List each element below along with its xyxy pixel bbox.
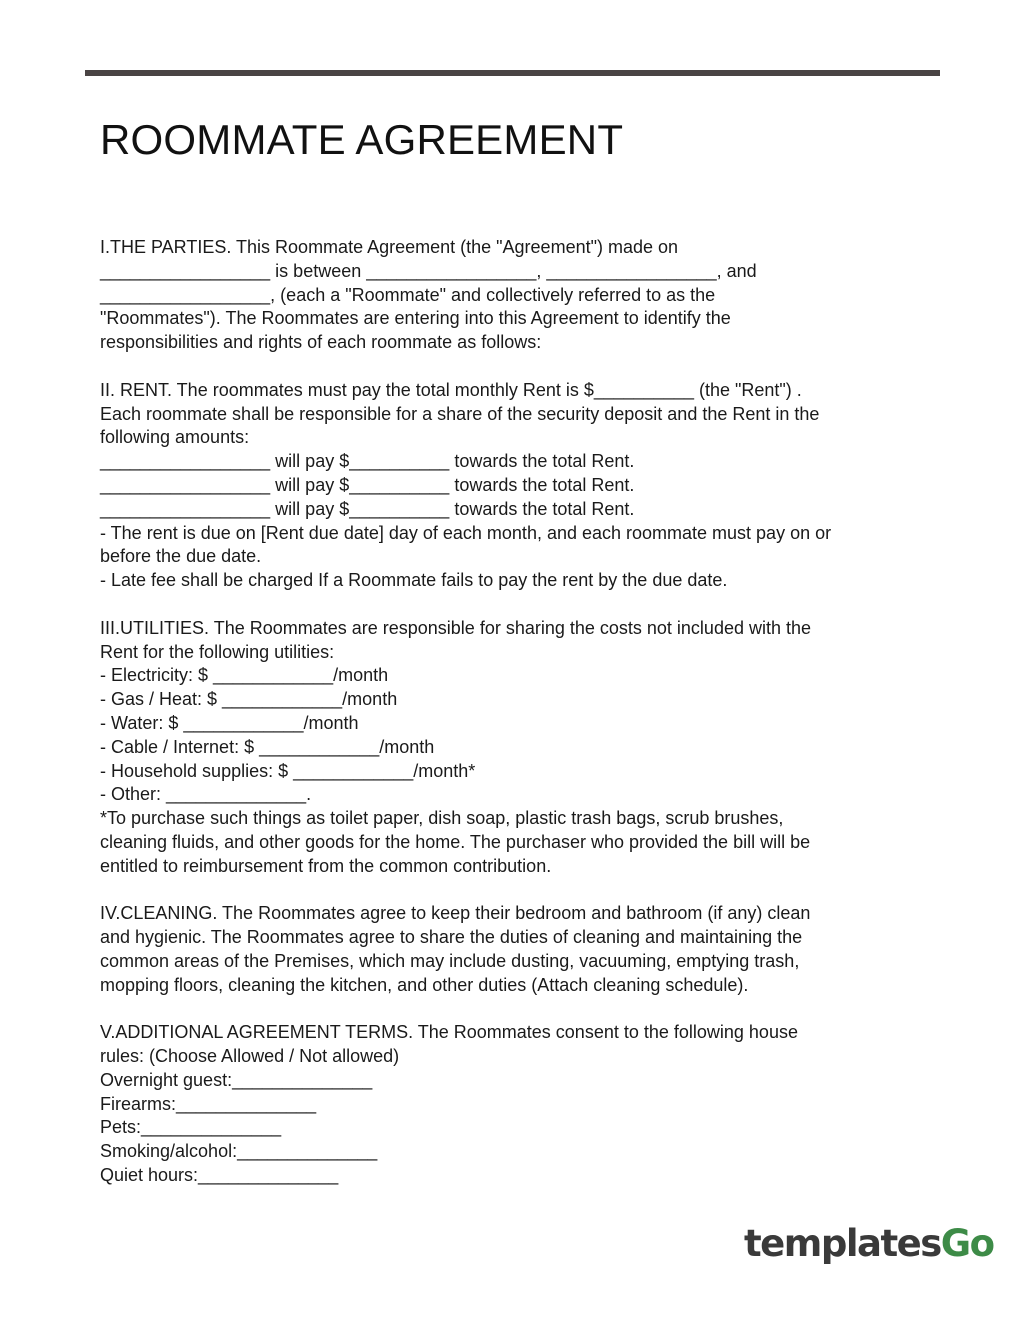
section-line: common areas of the Premises, which may include dusting, vacuuming, emptying trash, [100, 950, 800, 971]
document-body [100, 236, 940, 1212]
section-line: IV.CLEANING. The Roommates agree to keep their bedroom and bathroom (if any) clean [100, 903, 811, 924]
section-line: _________________ will pay $__________ towards the total Rent. [100, 474, 635, 495]
section-line: _________________, (each a "Roommate" and collectively referred to as the [100, 284, 716, 305]
section-line: - Late fee shall be charged If a Roommate fails to pay the rent by the due date. [100, 570, 728, 591]
section-line: I.THE PARTIES. This Roommate Agreement (the "Agreement") made on [100, 237, 679, 257]
section-line: rules: (Choose Allowed / Not allowed) [100, 1046, 400, 1067]
section-line: Smoking/alcohol:______________ [100, 1141, 378, 1162]
section-line: Rent for the following utilities: [100, 641, 335, 662]
logo-wordmark-templates: templates [744, 1222, 941, 1265]
section-utilities [100, 617, 940, 879]
section-rent [100, 379, 940, 593]
section-additional-terms [100, 1021, 940, 1188]
section-line: cleaning fluids, and other goods for the home. The purchaser who provided the bill will be [100, 831, 811, 852]
section-line: III.UTILITIES. The Roommates are responsible for sharing the costs not included with the [100, 617, 812, 638]
section-line: Firearms:______________ [100, 1093, 317, 1114]
section-line: - Water: $ ____________/month [100, 712, 359, 733]
section-line: _________________ will pay $__________ towards the total Rent. [100, 498, 635, 519]
section-line: _________________ is between _________________, _________________, and [100, 260, 757, 281]
section-line: responsibilities and rights of each roommate as follows: [100, 332, 542, 353]
section-line: mopping floors, cleaning the kitchen, and other duties (Attach cleaning schedule). [100, 974, 749, 995]
section-line: following amounts: [100, 427, 250, 448]
section-line: before the due date. [100, 546, 262, 567]
section-line: V.ADDITIONAL AGREEMENT TERMS. The Roommates consent to the following house [100, 1022, 798, 1043]
section-line: Overnight guest:______________ [100, 1069, 373, 1090]
logo-wordmark-go: Go [940, 1222, 994, 1265]
section-line: - Gas / Heat: $ ____________/month [100, 689, 398, 710]
section-cleaning [100, 902, 940, 997]
section-line: _________________ will pay $__________ towards the total Rent. [100, 451, 635, 472]
section-line: entitled to reimbursement from the common contribution. [100, 855, 552, 876]
section-line: Pets:______________ [100, 1117, 282, 1138]
section-parties [100, 236, 940, 355]
section-line: - Cable / Internet: $ ____________/month [100, 736, 435, 757]
section-line: - Other: ______________. [100, 784, 312, 805]
section-line: "Roommates"). The Roommates are entering into this Agreement to identify the [100, 308, 731, 329]
section-line: - Household supplies: $ ____________/month* [100, 760, 476, 781]
top-divider [85, 70, 940, 76]
section-line: - Electricity: $ ____________/month [100, 665, 389, 686]
section-line: II. RENT. The roommates must pay the total monthly Rent is $__________ (the "Rent") . [100, 379, 802, 400]
section-line: Each roommate shall be responsible for a share of the security deposit and the Rent in the [100, 403, 820, 424]
section-line: - The rent is due on [Rent due date] day of each month, and each roommate must pay on or [100, 522, 832, 543]
section-line: *To purchase such things as toilet paper, dish soap, plastic trash bags, scrub brushes, [100, 808, 784, 829]
section-line: Quiet hours:______________ [100, 1165, 339, 1186]
templatesgo-logo [744, 1222, 994, 1265]
section-line: and hygienic. The Roommates agree to share the duties of cleaning and maintaining the [100, 927, 803, 948]
document-title: ROOMMATE AGREEMENT [100, 116, 624, 163]
